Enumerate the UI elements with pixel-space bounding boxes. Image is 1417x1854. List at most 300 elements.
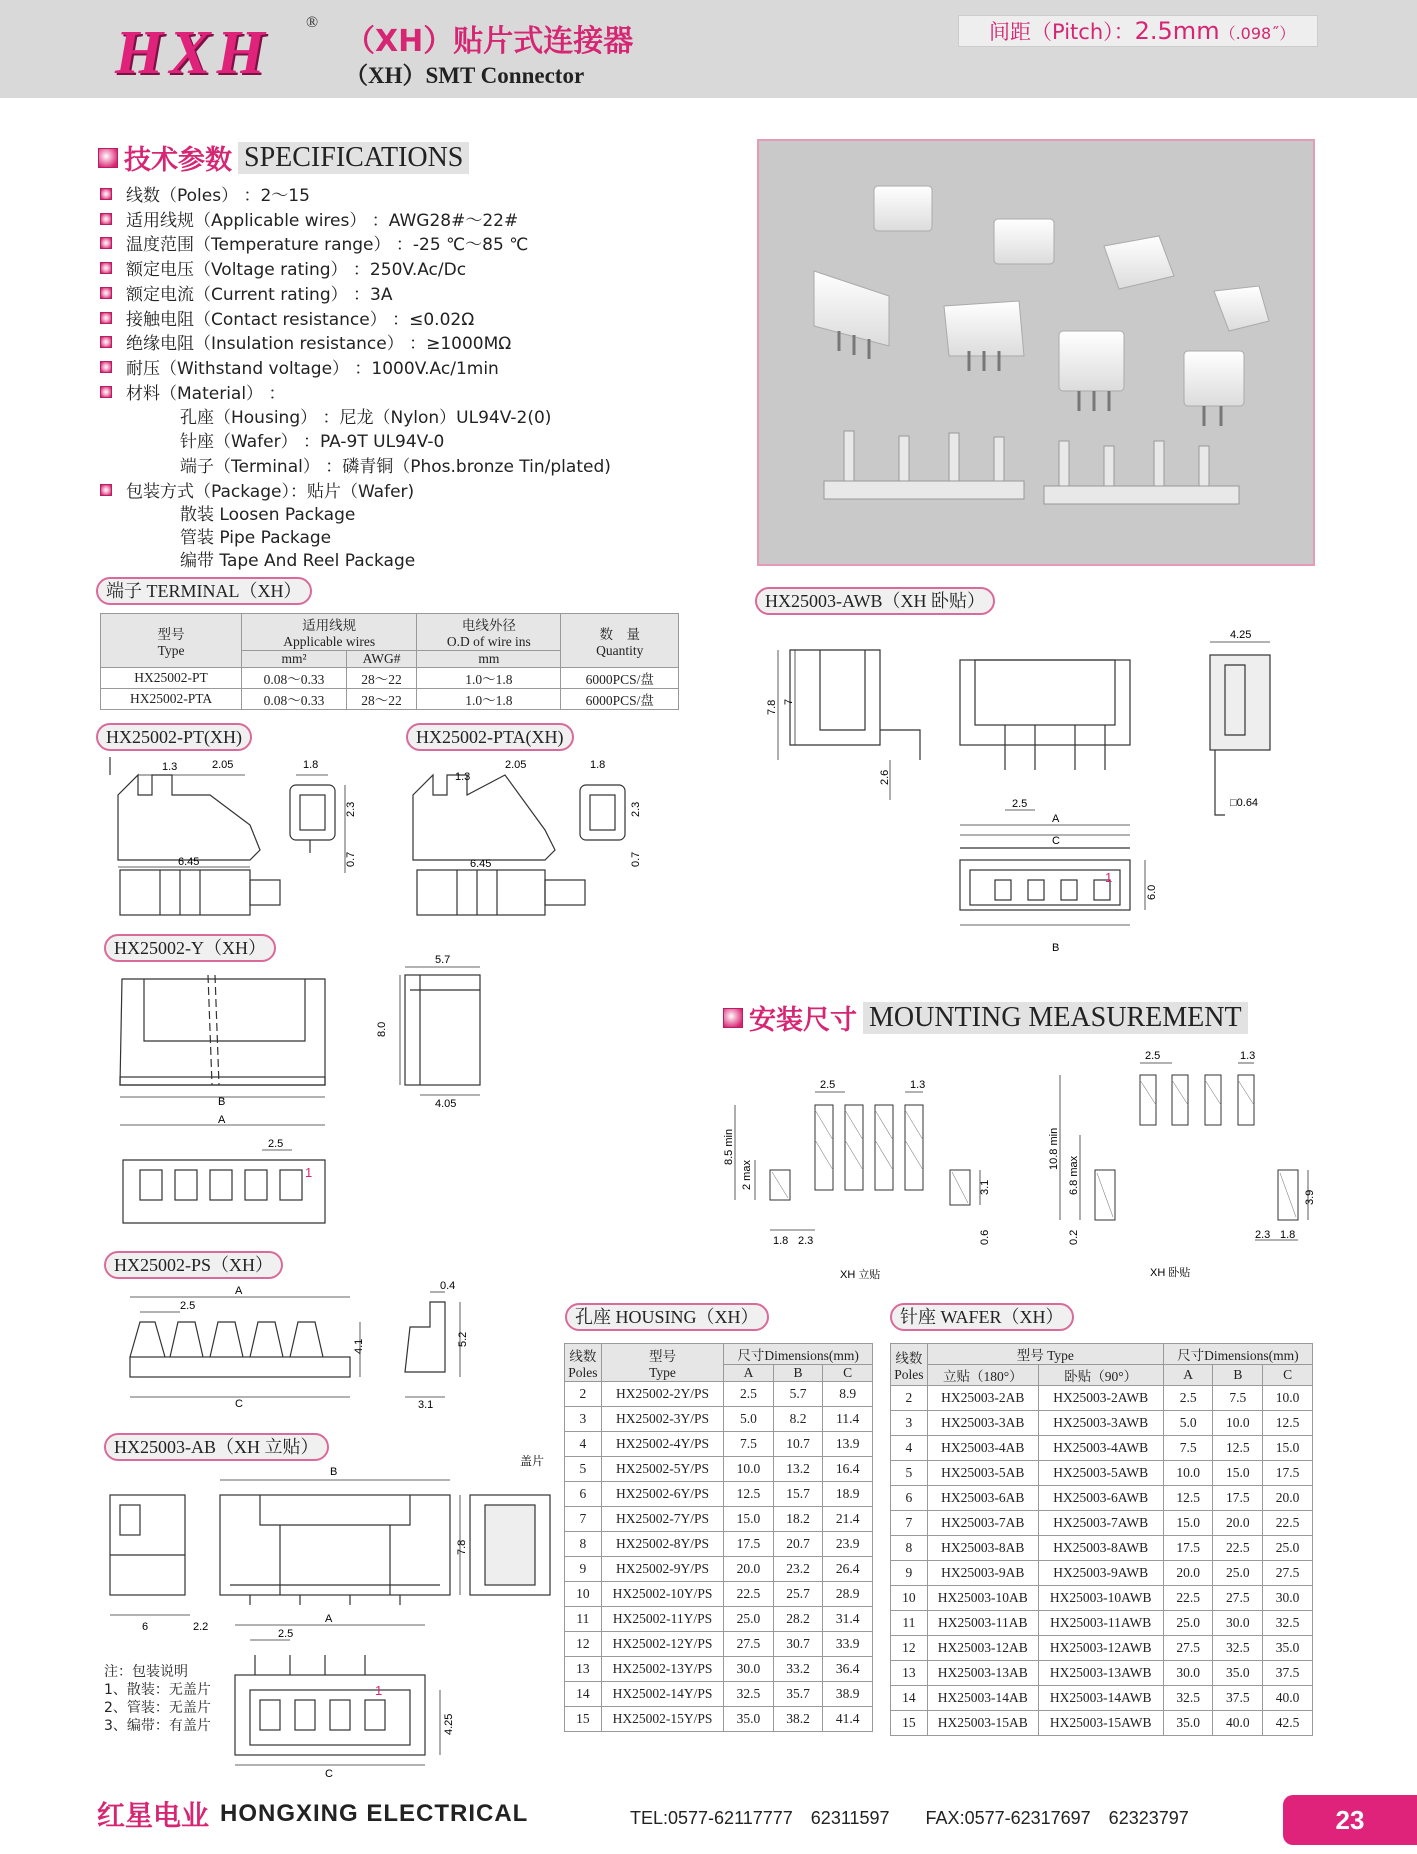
pta-drawing [405,755,665,935]
mount-horizontal-drawing [1045,1045,1315,1290]
dim-1-3: 1.3 [1240,1050,1256,1062]
table-row [565,1607,873,1632]
pitch-value: 2.5mm [1134,17,1220,45]
dim-1-3: 1.3 [162,761,178,773]
table-cell: 25.0 [1213,1561,1263,1586]
table-cell: HX25002-6Y/PS [601,1482,723,1507]
table-cell: 12.5 [1213,1436,1263,1461]
table-cell: 28.2 [773,1607,823,1632]
note-line: 3、编带：有盖片 [104,1718,211,1734]
table-row [891,1611,1313,1636]
table-cell: HX25002-13Y/PS [601,1657,723,1682]
mounting-title-en: MOUNTING MEASUREMENT [863,1002,1248,1034]
table-row [565,1682,873,1707]
dim-2-5: 2.5 [268,1138,284,1150]
table-cell: 6 [891,1486,928,1511]
table-row [565,1532,873,1557]
table-cell: 13 [891,1661,928,1686]
ps-label: HX25002-PS（XH） [104,1251,283,1279]
table-cell: 15 [565,1707,602,1732]
dim-2-05: 2.05 [212,759,234,771]
package-item: 编带 Tape And Reel Package [180,551,416,571]
spec-item: 额定电压（Voltage rating） ：250V.Ac/Dc [100,255,466,280]
table-cell: 9 [891,1561,928,1586]
dim-5-7: 5.7 [435,954,451,966]
table-cell: 5.7 [773,1382,823,1407]
registered-mark: ® [306,14,319,31]
dim-6-8-max: 6.8 max [1068,1155,1080,1195]
table-cell: 2 [565,1382,602,1407]
table-cell: 5.0 [1163,1411,1213,1436]
table-cell: HX25003-13AB [927,1661,1038,1686]
note-line: 2、管装：无盖片 [104,1700,211,1716]
pin-one-marker: 1 [305,1165,313,1180]
spec-item: 额定电流（Current rating） ：3A [100,280,392,305]
header-cell: A [1163,1365,1213,1386]
dim-2-5: 2.5 [1012,798,1028,810]
bullet-icon [100,237,112,249]
table-cell: 25.0 [724,1607,774,1632]
table-cell: 32.5 [724,1682,774,1707]
note-line: 1、散装：无盖片 [104,1682,211,1698]
table-cell: 10 [565,1582,602,1607]
bullet-icon [100,188,112,200]
spec-item: 耐压（Withstand voltage） ：1000V.Ac/1min [100,354,499,379]
product-title-en: （XH）SMT Connector [345,63,585,88]
table-row [891,1411,1313,1436]
table-cell: HX25003-10AB [927,1586,1038,1611]
spec-item: 包装方式（Package）：贴片（Wafer) [100,477,414,502]
dim-6: 6 [142,1621,149,1633]
header-cell: 数 量 Quantity [561,614,679,668]
table-cell: 31.4 [823,1607,873,1632]
table-cell: HX25002-14Y/PS [601,1682,723,1707]
pitch-label: 间距（Pitch）： [989,20,1135,44]
table-cell: 18.2 [773,1507,823,1532]
spec-title-en: SPECIFICATIONS [238,142,469,174]
table-cell: HX25003-13AWB [1038,1661,1163,1686]
table-cell: 20.0 [724,1557,774,1582]
dim-2-max: 2 max [741,1160,753,1190]
awb-drawing [766,620,1300,960]
dim-a: A [218,1114,226,1126]
table-row [565,1457,873,1482]
table-row [891,1436,1313,1461]
table-cell: 13.2 [773,1457,823,1482]
table-row: HX25002-PTA 0.08～0.33 28～22 1.0～1.8 6000PCS/盘 [101,689,679,710]
table-cell: 16.4 [823,1457,873,1482]
table-cell: 27.5 [1263,1561,1313,1586]
housing-table [564,1343,873,1732]
table-cell: 32.5 [1163,1686,1213,1711]
product-title-cn: （XH）贴片式连接器 [345,24,634,59]
note-line: 注：包装说明 [104,1664,188,1680]
table-row [565,1657,873,1682]
table-cell: 11 [565,1607,602,1632]
bullet-icon [100,312,112,324]
table-cell: HX25003-8AWB [1038,1536,1163,1561]
header-cell: 线数 Poles [565,1344,602,1382]
dim-0-7: 0.7 [345,851,357,867]
dim-4-05: 4.05 [435,1098,457,1110]
dim-2-5: 2.5 [820,1079,836,1091]
table-row [891,1686,1313,1711]
bullet-icon [100,262,112,274]
table-row [891,1511,1313,1536]
table-cell: 11.4 [823,1407,873,1432]
table-cell: 13 [565,1657,602,1682]
spec-item: 材料（Material） ： [100,379,285,404]
table-cell: HX25003-10AWB [1038,1586,1163,1611]
table-cell: 23.9 [823,1532,873,1557]
dim-2-3: 2.3 [798,1235,814,1247]
table-cell: 10.0 [1263,1386,1313,1411]
table-cell: 7 [565,1507,602,1532]
dim-b: B [218,1096,226,1108]
dim-6-45: 6.45 [470,858,492,870]
table-row [565,1432,873,1457]
table-cell: HX25003-6AB [927,1486,1038,1511]
table-cell: 20.0 [1163,1561,1213,1586]
table-cell: 18.9 [823,1482,873,1507]
table-row [891,1661,1313,1686]
mount-vertical-drawing [720,1050,1020,1290]
spec-item: 温度范围（Temperature range） ：-25 ℃～85 ℃ [100,230,528,255]
page-header [0,0,1417,98]
terminal-table [100,613,679,710]
dim-7: 7 [783,698,795,705]
table-cell: HX25003-2AWB [1038,1386,1163,1411]
dim-1-3: 1.3 [455,771,471,783]
table-cell: HX25002-15Y/PS [601,1707,723,1732]
table-row: HX25002-PT 0.08～0.33 28～22 1.0～1.8 6000PCS/盘 [101,668,679,689]
pta-label: HX25002-PTA(XH) [406,723,574,751]
table-row [565,1707,873,1732]
header-cell: 尺寸Dimensions(mm) [1163,1344,1312,1365]
table-cell: 2.5 [724,1382,774,1407]
table-cell: 4 [891,1436,928,1461]
table-cell: 30.0 [1163,1661,1213,1686]
table-cell: 8.2 [773,1407,823,1432]
table-cell: 9 [565,1557,602,1582]
dim-2-3: 2.3 [630,801,642,817]
table-cell: HX25003-8AB [927,1536,1038,1561]
table-cell: HX25002-3Y/PS [601,1407,723,1432]
table-cell: 20.0 [1213,1511,1263,1536]
table-cell: 35.0 [724,1707,774,1732]
terminal-label: 端子 TERMINAL（XH） [96,577,312,605]
table-cell: 22.5 [1213,1536,1263,1561]
package-item: 散装 Loosen Package [180,505,356,525]
table-cell: HX25003-4AWB [1038,1436,1163,1461]
bullet-icon [100,484,112,496]
header-cell: C [823,1365,873,1382]
cover-label: 盖片 [520,1454,545,1468]
table-row [565,1482,873,1507]
footer-brand-cn: 红星电业 [97,1799,210,1832]
footer-brand-en: HONGXING ELECTRICAL [220,1800,529,1827]
table-cell: 13.9 [823,1432,873,1457]
table-cell: 10.0 [724,1457,774,1482]
table-cell: HX25003-15AB [927,1711,1038,1736]
dim-c: C [325,1768,333,1780]
table-cell: 20.0 [1263,1486,1313,1511]
mounting-title-cn: 安装尺寸 [749,1005,857,1036]
table-cell: 3 [565,1407,602,1432]
table-cell: 26.4 [823,1557,873,1582]
bullet-square-icon [98,148,118,168]
table-row [891,1461,1313,1486]
table-cell: 12.5 [724,1482,774,1507]
table-cell: 38.2 [773,1707,823,1732]
y-label: HX25002-Y（XH） [104,934,276,962]
table-cell: HX25003-11AB [927,1611,1038,1636]
table-cell: 5 [891,1461,928,1486]
dim-4-1: 4.1 [353,1338,365,1354]
table-cell: 15.0 [1263,1436,1313,1461]
material-item: 针座（Wafer） ：PA-9T UL94V-0 [180,432,445,452]
header-cell: A [724,1365,774,1382]
bullet-icon [100,361,112,373]
header-cell: 卧贴（90°） [1038,1365,1163,1386]
table-row [891,1586,1313,1611]
table-cell: 8 [565,1532,602,1557]
table-cell: 27.5 [1163,1636,1213,1661]
table-cell: 7.5 [724,1432,774,1457]
table-row [565,1382,873,1407]
table-cell: 42.5 [1263,1711,1313,1736]
mounting-title [723,998,1248,1037]
table-cell: 3 [891,1411,928,1436]
table-cell: 41.4 [823,1707,873,1732]
table-cell: 32.5 [1263,1611,1313,1636]
dim-8-0: 8.0 [376,1021,388,1037]
header-cell: 型号 Type [927,1344,1163,1365]
table-cell: 14 [891,1686,928,1711]
table-cell: 10.0 [1163,1461,1213,1486]
dim-7-8: 7.8 [456,1539,468,1555]
dim-0-2: 0.2 [1068,1229,1080,1245]
table-cell: 17.5 [1213,1486,1263,1511]
bullet-square-icon [723,1008,743,1028]
header-cell: 线数 Poles [891,1344,928,1386]
table-cell: 38.9 [823,1682,873,1707]
table-cell: HX25003-5AB [927,1461,1038,1486]
table-cell: HX25002-2Y/PS [601,1382,723,1407]
table-cell: 8.9 [823,1382,873,1407]
table-cell: 35.0 [1213,1661,1263,1686]
dim-2-2: 2.2 [193,1621,209,1633]
ab-label: HX25003-AB（XH 立贴） [104,1433,329,1461]
table-cell: 25.7 [773,1582,823,1607]
table-cell: 32.5 [1213,1636,1263,1661]
table-cell: 36.4 [823,1657,873,1682]
table-cell: HX25002-5Y/PS [601,1457,723,1482]
table-cell: 7.5 [1213,1386,1263,1411]
footer-contact: TEL:0577-62117777 62311597 FAX:0577-62317697 62323797 [630,1808,1189,1828]
dim-1-8: 1.8 [773,1235,789,1247]
table-cell: 35.7 [773,1682,823,1707]
table-cell: HX25003-14AB [927,1686,1038,1711]
material-item: 孔座（Housing） ：尼龙（Nylon）UL94V-2(0) [180,408,552,428]
header-cell: 电线外径 O.D of wire ins [417,614,561,651]
table-cell: 40.0 [1213,1711,1263,1736]
dim-0-64: □0.64 [1230,797,1259,809]
dim-a: A [325,1613,333,1625]
spec-item: 线数（Poles） ：2～15 [100,181,310,206]
table-row [891,1386,1313,1411]
bullet-icon [100,386,112,398]
header-cell: 适用线规 Applicable wires [242,614,417,651]
table-cell: HX25003-3AWB [1038,1411,1163,1436]
ps-drawing [100,1282,500,1412]
dim-0-7: 0.7 [630,851,642,867]
table-cell: HX25003-4AB [927,1436,1038,1461]
pitch-box [958,15,1318,47]
table-cell: 37.5 [1213,1686,1263,1711]
dim-2-05: 2.05 [505,759,527,771]
dim-2-5: 2.5 [278,1628,294,1640]
table-cell: 12 [891,1636,928,1661]
brand-logo: HXH [115,19,271,87]
table-cell: 10 [891,1586,928,1611]
header-cell: 立贴（180°） [927,1365,1038,1386]
table-row [891,1486,1313,1511]
dim-0-4: 0.4 [440,1280,456,1292]
table-cell: 2.5 [1163,1386,1213,1411]
table-cell: 28.9 [823,1582,873,1607]
table-cell: HX25002-7Y/PS [601,1507,723,1532]
dim-1-3: 1.3 [910,1079,926,1091]
dim-2-3: 2.3 [1255,1229,1271,1241]
dim-4-25: 4.25 [1230,629,1252,641]
header-cell: B [1213,1365,1263,1386]
table-row [565,1407,873,1432]
table-cell: HX25003-5AWB [1038,1461,1163,1486]
table-cell: 30.0 [724,1657,774,1682]
spec-item: 绝缘电阻（Insulation resistance） ：≥1000MΩ [100,329,511,354]
table-cell: 30.0 [1263,1586,1313,1611]
pin-one-marker: 1 [1105,870,1113,885]
table-cell: 15.0 [724,1507,774,1532]
dim-c: C [235,1398,243,1410]
table-row [891,1536,1313,1561]
dim-1-8: 1.8 [303,759,319,771]
header-cell: 型号 Type [601,1344,723,1382]
table-cell: 25.0 [1163,1611,1213,1636]
table-cell: 10.0 [1213,1411,1263,1436]
table-cell: 17.5 [1263,1461,1313,1486]
dim-5-2: 5.2 [457,1331,469,1347]
spec-item: 接触电阻（Contact resistance） ：≤0.02Ω [100,305,474,330]
specifications-title [98,138,469,177]
xh-horizontal-label: XH 卧贴 [1150,1267,1191,1279]
table-cell: 2 [891,1386,928,1411]
table-row [891,1561,1313,1586]
table-cell: 27.5 [1213,1586,1263,1611]
header-cell: mm² [242,651,347,668]
table-cell: HX25003-6AWB [1038,1486,1163,1511]
table-cell: 35.0 [1263,1636,1313,1661]
housing-label: 孔座 HOUSING（XH） [565,1303,769,1331]
table-cell: 8 [891,1536,928,1561]
header-cell: 型号 Type [101,614,242,668]
y-drawing [100,955,500,1230]
table-row [565,1582,873,1607]
table-cell: HX25002-4Y/PS [601,1432,723,1457]
table-cell: 11 [891,1611,928,1636]
table-cell: 22.5 [724,1582,774,1607]
table-cell: 40.0 [1263,1686,1313,1711]
dim-1-8: 1.8 [590,759,606,771]
table-cell: 7 [891,1511,928,1536]
table-cell: 22.5 [1263,1511,1313,1536]
dim-2-6: 2.6 [879,769,891,785]
table-cell: HX25003-7AWB [1038,1511,1163,1536]
package-item: 管装 Pipe Package [180,528,332,548]
header-cell: B [773,1365,823,1382]
dim-4-25: 4.25 [443,1713,455,1735]
dim-2-3: 2.3 [345,801,357,817]
table-cell: HX25002-10Y/PS [601,1582,723,1607]
table-cell: HX25003-9AB [927,1561,1038,1586]
table-cell: HX25003-2AB [927,1386,1038,1411]
table-cell: HX25003-14AWB [1038,1686,1163,1711]
bullet-icon [100,213,112,225]
dim-0-6: 0.6 [979,1229,991,1245]
table-cell: 21.4 [823,1507,873,1532]
table-cell: HX25003-7AB [927,1511,1038,1536]
table-cell: 14 [565,1682,602,1707]
dim-8-5-min: 8.5 min [723,1128,735,1165]
table-cell: 35.0 [1163,1711,1213,1736]
table-cell: 7.5 [1163,1436,1213,1461]
table-cell: 15.7 [773,1482,823,1507]
table-cell: 27.5 [724,1632,774,1657]
header-cell: C [1263,1365,1313,1386]
table-cell: 12.5 [1263,1411,1313,1436]
dim-c: C [1052,835,1060,847]
table-row [891,1636,1313,1661]
wafer-table [890,1343,1313,1736]
table-cell: 10.7 [773,1432,823,1457]
product-photo [757,139,1315,566]
table-cell: 17.5 [724,1532,774,1557]
pitch-inch: （.098˝） [1219,24,1296,43]
table-cell: 30.7 [773,1632,823,1657]
table-cell: HX25003-3AB [927,1411,1038,1436]
table-cell: 4 [565,1432,602,1457]
table-cell: HX25002-9Y/PS [601,1557,723,1582]
xh-vertical-label: XH 立贴 [840,1269,881,1281]
dim-a: A [1052,813,1060,825]
dim-6-0: 6.0 [1146,884,1158,900]
connector-illustration [759,141,1313,564]
table-cell: HX25002-8Y/PS [601,1532,723,1557]
table-cell: 30.0 [1213,1611,1263,1636]
dim-a: A [235,1285,243,1297]
material-item: 端子（Terminal） ：磷青铜（Phos.bronze Tin/plated) [180,457,611,477]
table-cell: HX25003-12AB [927,1636,1038,1661]
awb-label: HX25003-AWB（XH 卧贴） [755,587,995,615]
table-cell: 15.0 [1213,1461,1263,1486]
table-cell: 22.5 [1163,1586,1213,1611]
table-cell: 37.5 [1263,1661,1313,1686]
spec-title-cn: 技术参数 [124,145,232,176]
table-cell: 33.2 [773,1657,823,1682]
dim-3-1: 3.1 [418,1399,434,1411]
wafer-label: 针座 WAFER（XH） [890,1303,1074,1331]
